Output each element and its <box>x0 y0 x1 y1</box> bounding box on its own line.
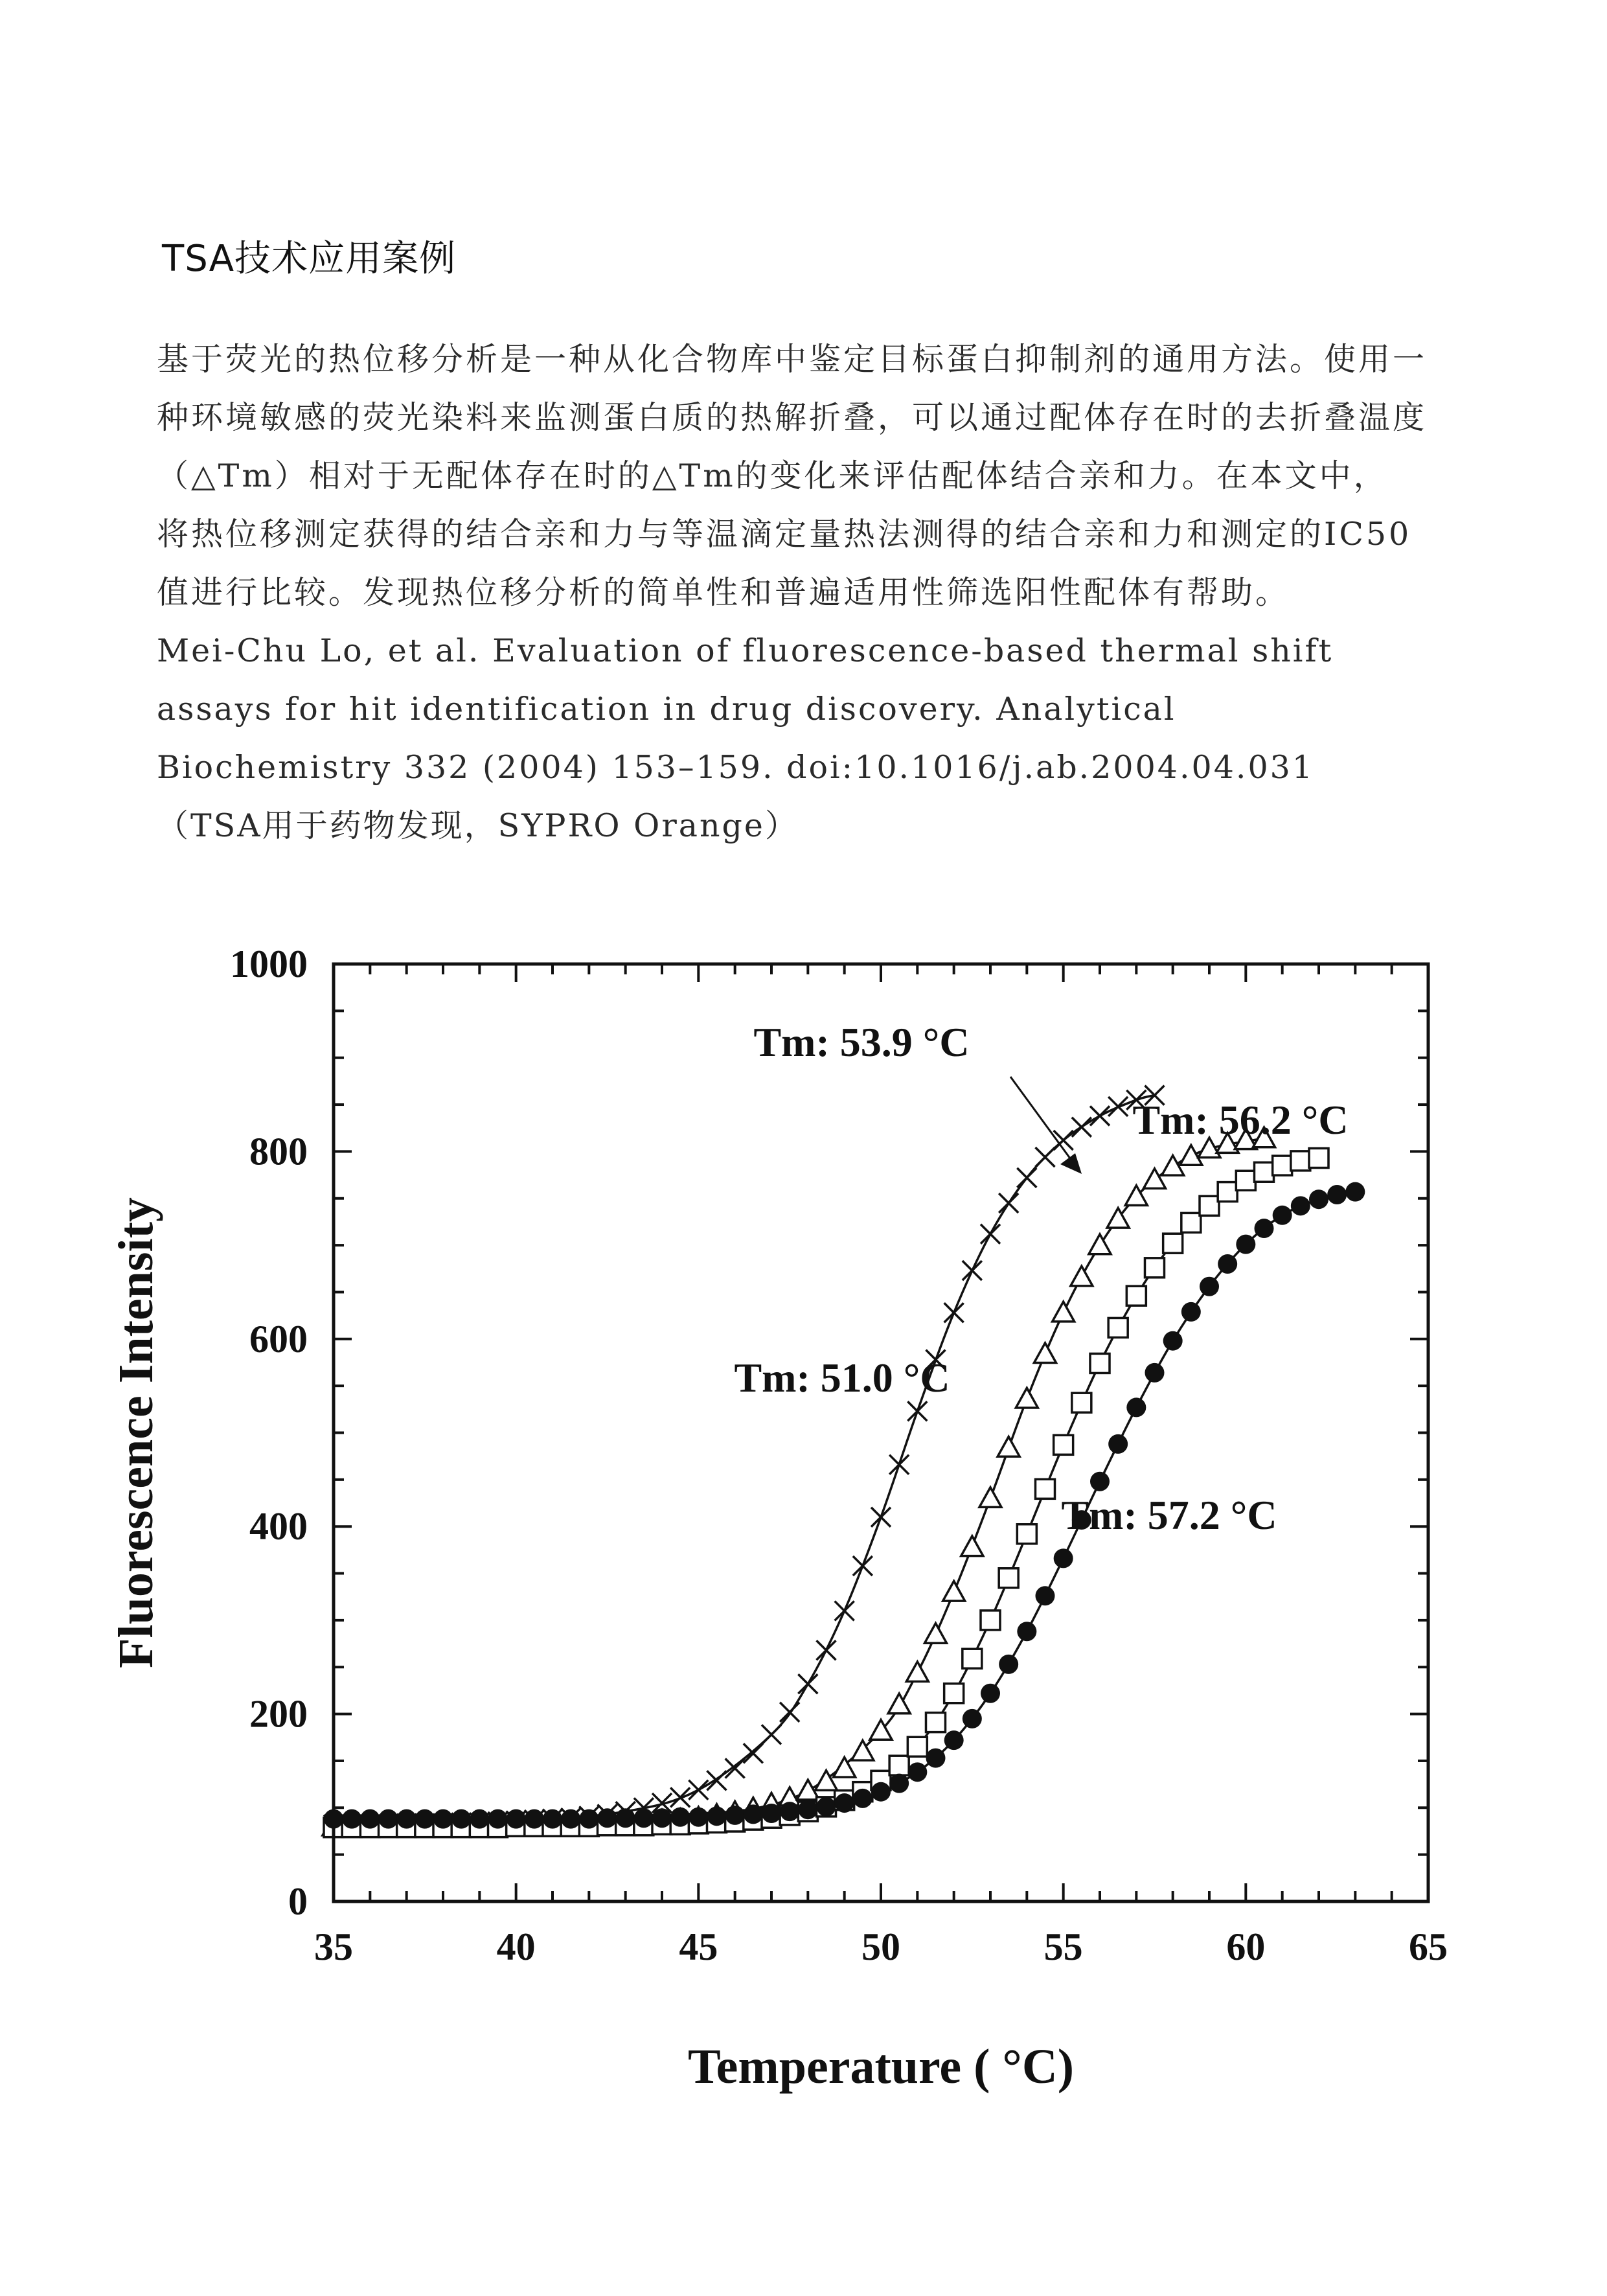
x-tick-label: 45 <box>679 1925 718 1968</box>
data-point-circle-marker <box>1273 1206 1292 1225</box>
data-point-square-marker <box>926 1713 946 1732</box>
x-axis-label: Temperature ( °C) <box>687 2039 1075 2094</box>
data-point-circle-marker <box>907 1762 927 1782</box>
data-point-circle-marker <box>707 1806 727 1826</box>
reference-line: （TSA用于药物发现，SYPRO Orange） <box>157 807 799 844</box>
data-point-circle-marker <box>926 1749 946 1768</box>
data-point-square-marker <box>1273 1156 1292 1175</box>
data-point-circle-marker <box>525 1809 544 1829</box>
y-axis-label: Fluorescence Intensity <box>109 1197 163 1668</box>
reference-line: Mei-Chu Lo, et al. Evaluation of fluorescence-based thermal shift <box>157 632 1334 669</box>
data-point-square-marker <box>1017 1524 1036 1544</box>
data-point-circle-marker <box>507 1809 526 1829</box>
y-tick-label: 800 <box>249 1130 308 1173</box>
paragraph-line: 种环境敏感的荧光染料来监测蛋白质的热解折叠，可以通过配体存在时的去折叠温度 <box>157 399 1428 436</box>
data-point-circle-marker <box>1163 1331 1183 1351</box>
data-point-circle-marker <box>1345 1182 1365 1202</box>
data-point-circle-marker <box>1108 1434 1128 1454</box>
x-tick-label: 40 <box>496 1925 536 1968</box>
data-point-square-marker <box>1108 1318 1128 1337</box>
y-tick-label: 0 <box>288 1880 308 1923</box>
data-point-square-marker <box>1163 1234 1183 1253</box>
data-point-square-marker <box>907 1737 927 1756</box>
x-tick-label: 50 <box>861 1925 900 1968</box>
data-point-square-marker <box>1255 1162 1274 1182</box>
data-point-square-marker <box>1036 1479 1055 1498</box>
data-point-circle-marker <box>670 1808 690 1827</box>
tm-annotation: Tm: 53.9 °C <box>753 1019 970 1065</box>
data-point-circle-marker <box>1327 1185 1347 1204</box>
x-tick-label: 65 <box>1409 1925 1448 1968</box>
data-point-circle-marker <box>1126 1397 1146 1417</box>
data-point-square-marker <box>1218 1182 1237 1202</box>
data-point-circle-marker <box>871 1782 891 1802</box>
data-point-circle-marker <box>379 1809 398 1829</box>
data-point-square-marker <box>1181 1213 1201 1232</box>
x-tick-label: 55 <box>1043 1925 1083 1968</box>
y-tick-label: 1000 <box>230 943 308 985</box>
data-point-square-marker <box>1236 1171 1255 1190</box>
data-point-circle-marker <box>342 1809 361 1829</box>
data-point-circle-marker <box>1218 1254 1237 1274</box>
data-point-circle-marker <box>360 1809 380 1829</box>
data-point-circle-marker <box>725 1806 745 1825</box>
paragraph-line: 值进行比较。发现热位移分析的简单性和普遍适用性筛选阳性配体有帮助。 <box>157 574 1290 611</box>
data-point-circle-marker <box>963 1709 982 1728</box>
data-point-circle-marker <box>397 1809 416 1829</box>
data-point-circle-marker <box>1181 1302 1201 1322</box>
body-paragraph <box>157 330 1485 855</box>
paragraph-line: 将热位移测定获得的结合亲和力与等温滴定量热法测得的结合亲和力和测定的IC50 <box>157 516 1412 553</box>
y-tick-label: 600 <box>249 1317 308 1360</box>
data-point-circle-marker <box>762 1804 781 1823</box>
data-point-square-marker <box>1200 1196 1219 1215</box>
data-point-square-marker <box>999 1568 1018 1588</box>
y-tick-label: 400 <box>249 1505 308 1548</box>
data-point-square-marker <box>1054 1435 1073 1454</box>
data-point-circle-marker <box>1036 1586 1055 1605</box>
data-point-circle-marker <box>999 1655 1018 1674</box>
data-point-circle-marker <box>744 1804 763 1824</box>
data-point-circle-marker <box>451 1809 471 1829</box>
data-point-circle-marker <box>488 1809 508 1829</box>
data-point-circle-marker <box>798 1800 817 1819</box>
data-point-circle-marker <box>1090 1472 1110 1491</box>
tm-annotation: Tm: 57.2 °C <box>1061 1492 1277 1538</box>
tm-annotation: Tm: 56.2 °C <box>1132 1097 1349 1143</box>
data-point-circle-marker <box>1145 1363 1165 1383</box>
data-point-circle-marker <box>944 1730 964 1750</box>
data-point-circle-marker <box>1255 1219 1274 1238</box>
data-point-circle-marker <box>561 1809 580 1829</box>
data-point-circle-marker <box>634 1808 654 1828</box>
data-point-square-marker <box>981 1611 1000 1630</box>
data-point-square-marker <box>1309 1149 1328 1168</box>
paragraph-line: 基于荧光的热位移分析是一种从化合物库中鉴定目标蛋白抑制剂的通用方法。使用一 <box>157 341 1428 378</box>
reference-line: assays for hit identification in drug discovery. Analytical <box>157 691 1176 728</box>
data-point-square-marker <box>1072 1393 1091 1412</box>
data-point-circle-marker <box>1017 1622 1036 1641</box>
data-point-square-marker <box>1145 1258 1165 1278</box>
data-point-circle-marker <box>616 1808 635 1828</box>
data-point-square-marker <box>889 1756 909 1775</box>
chart-svg <box>97 907 1522 2138</box>
data-point-circle-marker <box>817 1797 836 1817</box>
data-point-circle-marker <box>1200 1277 1219 1296</box>
data-point-circle-marker <box>1291 1196 1310 1215</box>
x-tick-label: 35 <box>314 1925 353 1968</box>
data-point-circle-marker <box>889 1774 909 1793</box>
chart-background <box>97 907 1522 2138</box>
data-point-circle-marker <box>853 1789 872 1808</box>
data-point-circle-marker <box>598 1808 617 1828</box>
data-point-circle-marker <box>579 1809 598 1829</box>
data-point-circle-marker <box>780 1802 799 1821</box>
data-point-square-marker <box>1291 1151 1310 1171</box>
data-point-circle-marker <box>835 1793 854 1813</box>
y-tick-label: 200 <box>249 1692 308 1736</box>
data-point-circle-marker <box>470 1809 489 1829</box>
data-point-circle-marker <box>1309 1189 1328 1209</box>
data-point-square-marker <box>1090 1353 1110 1373</box>
page-title: TSA技术应用案例 <box>162 238 457 280</box>
data-point-square-marker <box>944 1684 964 1703</box>
tm-annotation: Tm: 51.0 °C <box>734 1355 950 1401</box>
data-point-circle-marker <box>652 1808 672 1828</box>
data-point-square-marker <box>1126 1286 1146 1305</box>
data-point-square-marker <box>963 1649 982 1668</box>
thermal-shift-chart <box>97 907 1522 2138</box>
data-point-circle-marker <box>415 1809 435 1829</box>
data-point-circle-marker <box>1236 1235 1255 1254</box>
data-point-circle-marker <box>543 1809 562 1829</box>
data-point-circle-marker <box>1054 1548 1073 1568</box>
data-point-circle-marker <box>689 1808 708 1827</box>
paragraph-line: （△Tm）相对于无配体存在时的△Tm的变化来评估配体结合亲和力。在本文中， <box>157 457 1388 494</box>
x-tick-label: 60 <box>1226 1925 1266 1968</box>
data-point-circle-marker <box>981 1684 1000 1703</box>
reference-line: Biochemistry 332 (2004) 153–159. doi:10.1016/j.ab.2004.04.031 <box>157 749 1314 786</box>
data-point-circle-marker <box>433 1809 453 1829</box>
